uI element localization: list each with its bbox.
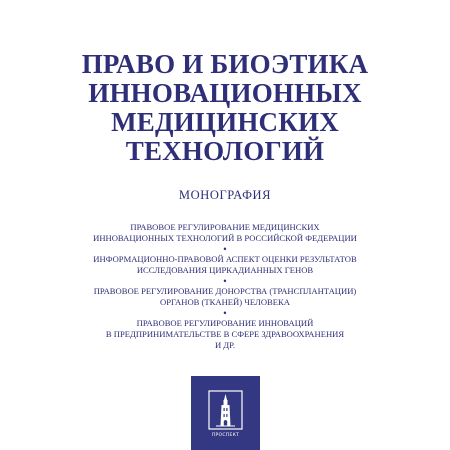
publisher-logo-icon: [208, 390, 243, 430]
topic-line: ИННОВАЦИОННЫХ ТЕХНОЛОГИЙ В РОССИЙСКОЙ ФЕДЕРАЦИИ: [93, 233, 357, 243]
title-line: ТЕХНОЛОГИЙ: [125, 136, 325, 166]
topics-list: [0, 222, 450, 351]
topic-item: [0, 222, 450, 244]
topic-line: ПРАВОВОЕ РЕГУЛИРОВАНИЕ ДОНОРСТВА (ТРАНСПЛАНТАЦИИ): [93, 286, 357, 296]
title-line: ИННОВАЦИОННЫХ: [88, 78, 362, 108]
topic-item: [0, 286, 450, 308]
publisher-block: [191, 376, 260, 450]
topic-line: В ПРЕДПРИНИМАТЕЛЬСТВЕ В СФЕРЕ ЗДРАВООХРАНЕНИЯ: [105, 329, 345, 339]
publisher-name: ПРОСПЕКТ: [211, 433, 240, 438]
topic-line: И ДР.: [214, 340, 236, 350]
topic-separator: •: [223, 244, 227, 254]
book-subtitle: МОНОГРАФИЯ: [178, 188, 272, 202]
topic-separator: •: [223, 308, 227, 318]
topic-separator: •: [223, 276, 227, 286]
topic-line: ИССЛЕДОВАНИЯ ЦИРКАДИАННЫХ ГЕНОВ: [136, 265, 314, 275]
title-line: ПРАВО И БИОЭТИКА: [81, 49, 369, 79]
topic-line: ИНФОРМАЦИОННО-ПРАВОВОЙ АСПЕКТ ОЦЕНКИ РЕЗУЛЬТАТОВ: [93, 254, 357, 264]
book-title: [0, 50, 450, 166]
topic-line: ПРАВОВОЕ РЕГУЛИРОВАНИЕ ИННОВАЦИЙ: [136, 318, 314, 328]
topic-item: [0, 318, 450, 351]
title-line: МЕДИЦИНСКИХ: [111, 107, 339, 137]
topic-line: ПРАВОВОЕ РЕГУЛИРОВАНИЕ МЕДИЦИНСКИХ: [130, 222, 320, 232]
topic-line: ОРГАНОВ (ТКАНЕЙ) ЧЕЛОВЕКА: [160, 297, 290, 307]
topic-item: [0, 254, 450, 276]
